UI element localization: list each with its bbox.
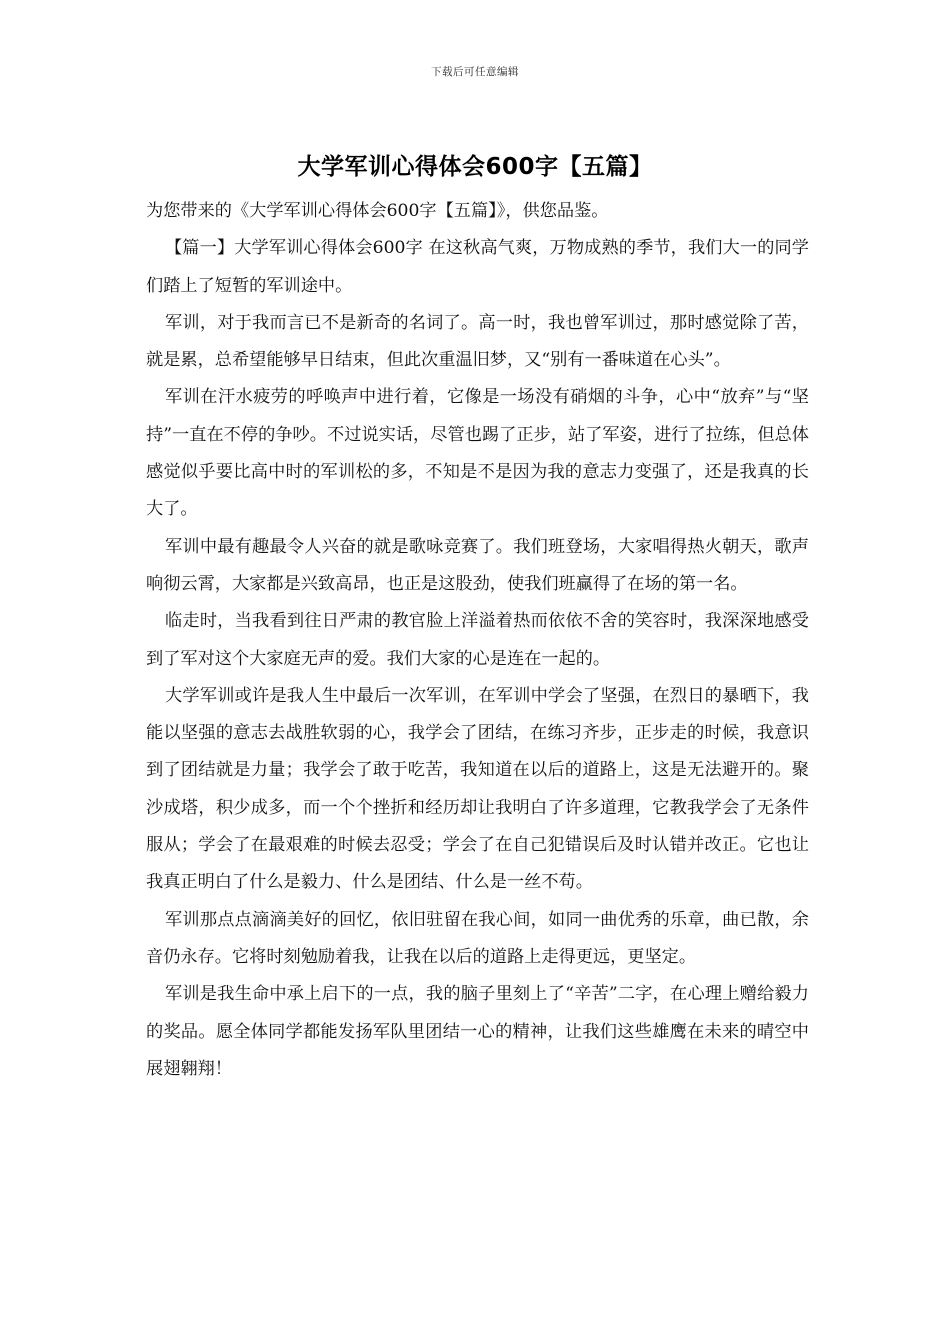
paragraph-1: 【篇一】大学军训心得体会600字 在这秋高气爽，万物成熟的季节，我们大一的同学们踏上了短暂的军训途中。 xyxy=(146,238,809,296)
paragraph-7: 军训那点点滴滴美好的回忆，依旧驻留在我心间，如同一曲优秀的乐章，曲已散，余音仍永存。它将时刻勉励着我，让我在以后的道路上走得更远，更坚定。 xyxy=(146,909,809,967)
paragraph-6: 大学军训或许是我人生中最后一次军训，在军训中学会了坚强，在烈日的暴晒下，我能以坚强的意志去战胜软弱的心，我学会了团结，在练习齐步，正步走的时候，我意识到了团结就是力量；我学会了敢于吃苦，我知道在以后的道路上，这是无法避开的。聚沙成塔，积少成多，而一个个挫折和经历却让我明白了许多道理，它教我学会了无条件服从；学会了在最艰难的时候去忍受；学会了在自己犯错误后及时认错并改正。它也让我真正明白了什么是毅力、什么是团结、什么是一丝不苟。 xyxy=(146,685,809,893)
paragraph-5: 临走时，当我看到往日严肃的教官脸上洋溢着热而依依不舍的笑容时，我深深地感受到了军对这个大家庭无声的爱。我们大家的心是连在一起的。 xyxy=(146,611,809,669)
intro-paragraph: 为您带来的《大学军训心得体会600字【五篇】》，供您品鉴。 xyxy=(146,201,609,221)
paragraph-4: 军训中最有趣最令人兴奋的就是歌咏竞赛了。我们班登场，大家唱得热火朝天，歌声响彻云霄，大家都是兴致高昂，也正是这股劲，使我们班赢得了在场的第一名。 xyxy=(146,536,809,594)
header-note: 下载后可任意编辑 xyxy=(431,66,519,78)
paragraph-2: 军训，对于我而言已不是新奇的名词了。高一时，我也曾军训过，那时感觉除了苦，就是累，总希望能够早日结束，但此次重温旧梦，又“别有一番味道在心头”。 xyxy=(146,312,809,371)
document-body xyxy=(146,193,809,1088)
paragraph-3: 军训在汗水疲劳的呼唤声中进行着，它像是一场没有硝烟的斗争，心中“放弃”与“坚持”一直在不停的争吵。不过说实话，尽管也踢了正步，站了军姿，进行了拉练，但总体感觉似乎要比高中时的军训松的多，不知是不是因为我的意志力变强了，还是我真的长大了。 xyxy=(146,387,809,520)
paragraph-8: 军训是我生命中承上启下的一点，我的脑子里刻上了“辛苦”二字，在心理上赠给毅力的奖品。愿全体同学都能发扬军队里团结一心的精神，让我们这些雄鹰在未来的晴空中展翅翱翔！ xyxy=(146,984,809,1079)
document-title: 大学军训心得体会600字【五篇】 xyxy=(297,154,653,180)
